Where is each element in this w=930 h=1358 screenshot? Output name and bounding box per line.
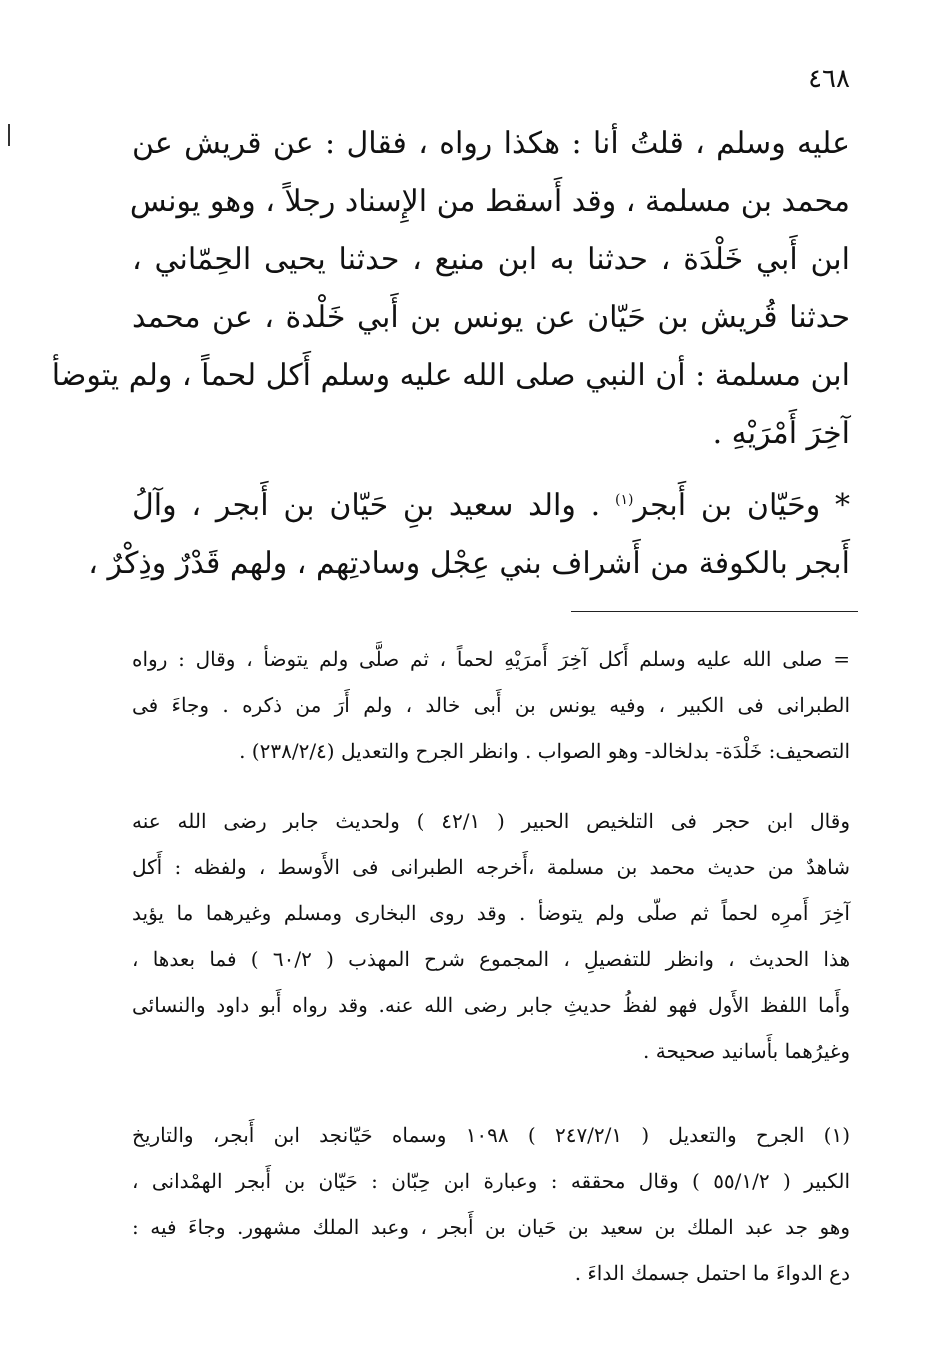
entry-heading-line — [132, 484, 850, 532]
footnote-1-line: دع الدواءَ ما احتمل جسمك الداءَ . — [574, 1261, 850, 1285]
footnote-line: = صلى الله عليه وسلم أَكل آخِرَ أَمرَيْهِ لحماً ، ثم صلَّى ولم يتوضأ ، وقال : رواه — [132, 647, 850, 671]
footnote-line: التصحيف: خَلْدَة- بدلخالد- وهو الصواب . وانظر الجرح والتعديل (٢٣٨/٢/٤) . — [239, 739, 850, 763]
main-text-line: محمد بن مسلمة ، وقد أَسقط من الإِسناد رجلاً ، وهو يونس — [129, 184, 850, 219]
main-text-line: ابن مسلمة : أن النبي صلى الله عليه وسلم أَكل لحماً ، ولم يتوضأ — [51, 358, 850, 393]
footnote-line: هذا الحديث ، وانظر للتفصيلِ ، المجموع شرح المهذب ( ٦٠/٢ ) فما بعدها ، — [132, 947, 850, 971]
footnote-line: وغيرُهما بأَسانيد صحيحة . — [643, 1039, 850, 1063]
entry-text: . والد سعيد بنِ حَيّان بن أَبجر ، وآلُ — [132, 488, 616, 523]
footnote-1-line: وهو جد عبد الملك بن سعيد بن حَيان بن أَبجر ، وعبد الملك مشهور. وجاءَ فيه : — [132, 1215, 850, 1239]
footnote-separator — [571, 611, 858, 612]
footnote-line: وأَما اللفظ الأَول فهو لفظُ حديثِ جابر رضى الله عنه. وقد رواه أَبو داود والنسائى — [132, 993, 850, 1017]
footnote-line: آخِرَ أَمرِه لحماً ثم صلّى ولم يتوضأ . وقد روى البخارى ومسلم وغيرهما ما يؤيد — [132, 901, 850, 925]
footnote-1-line: (١) الجرح والتعديل ( ٢٤٧/٢/١ ) ١٠٩٨ وسماه حَيّانجد ابن أَبجر، والتاريخ — [132, 1123, 850, 1147]
main-text-line: عليه وسلم ، قلتُ أنا : هكذا رواه ، فقال : عن قريش عن — [132, 126, 850, 161]
footnote-1-line: الكبير ( ٥٥/١/٢ ) وقال محققه : وعبارة ابن حِبّان : حَيّان بن أَبجر الهمْدانى ، — [132, 1169, 850, 1193]
entry-text-line: أَبجر بالكوفة من أَشراف بني عِجْل وسادتِهم ، ولهم قَدْرٌ وذِكْرٌ ، — [88, 546, 850, 581]
main-text-line: ابن أَبي خَلْدَة ، حدثنا به ابن منيع ، حدثنا يحيى الحِمّاني ، — [132, 242, 850, 277]
main-text-line: حدثنا قُريش بن حَيّان عن يونس بن أَبي خَلْدة ، عن محمد — [132, 300, 850, 335]
page-number: ٤٦٨ — [808, 64, 850, 94]
footnote-line: وقال ابن حجر فى التلخيص الحبير ( ٤٢/١ ) ولحديث جابر رضى الله عنه — [132, 809, 850, 833]
footnote-line: الطبرانى فى الكبير ، وفيه يونس بن أَبى خالد ، ولم أَرَ من ذكره . وجاءَ فى — [132, 693, 850, 717]
entry-heading: * وحَيّان بن أَبجر — [633, 488, 851, 523]
main-text-line: آخِرَ أَمْرَيْهِ . — [712, 416, 850, 451]
scan-edge-mark — [8, 124, 10, 146]
footnote-ref: (١) — [615, 492, 634, 508]
footnote-line: شاهدٌ من حديث محمد بن مسلمة ،أَخرجه الطبرانى فى الأَوسط ، ولفظه : أَكل — [132, 855, 850, 879]
